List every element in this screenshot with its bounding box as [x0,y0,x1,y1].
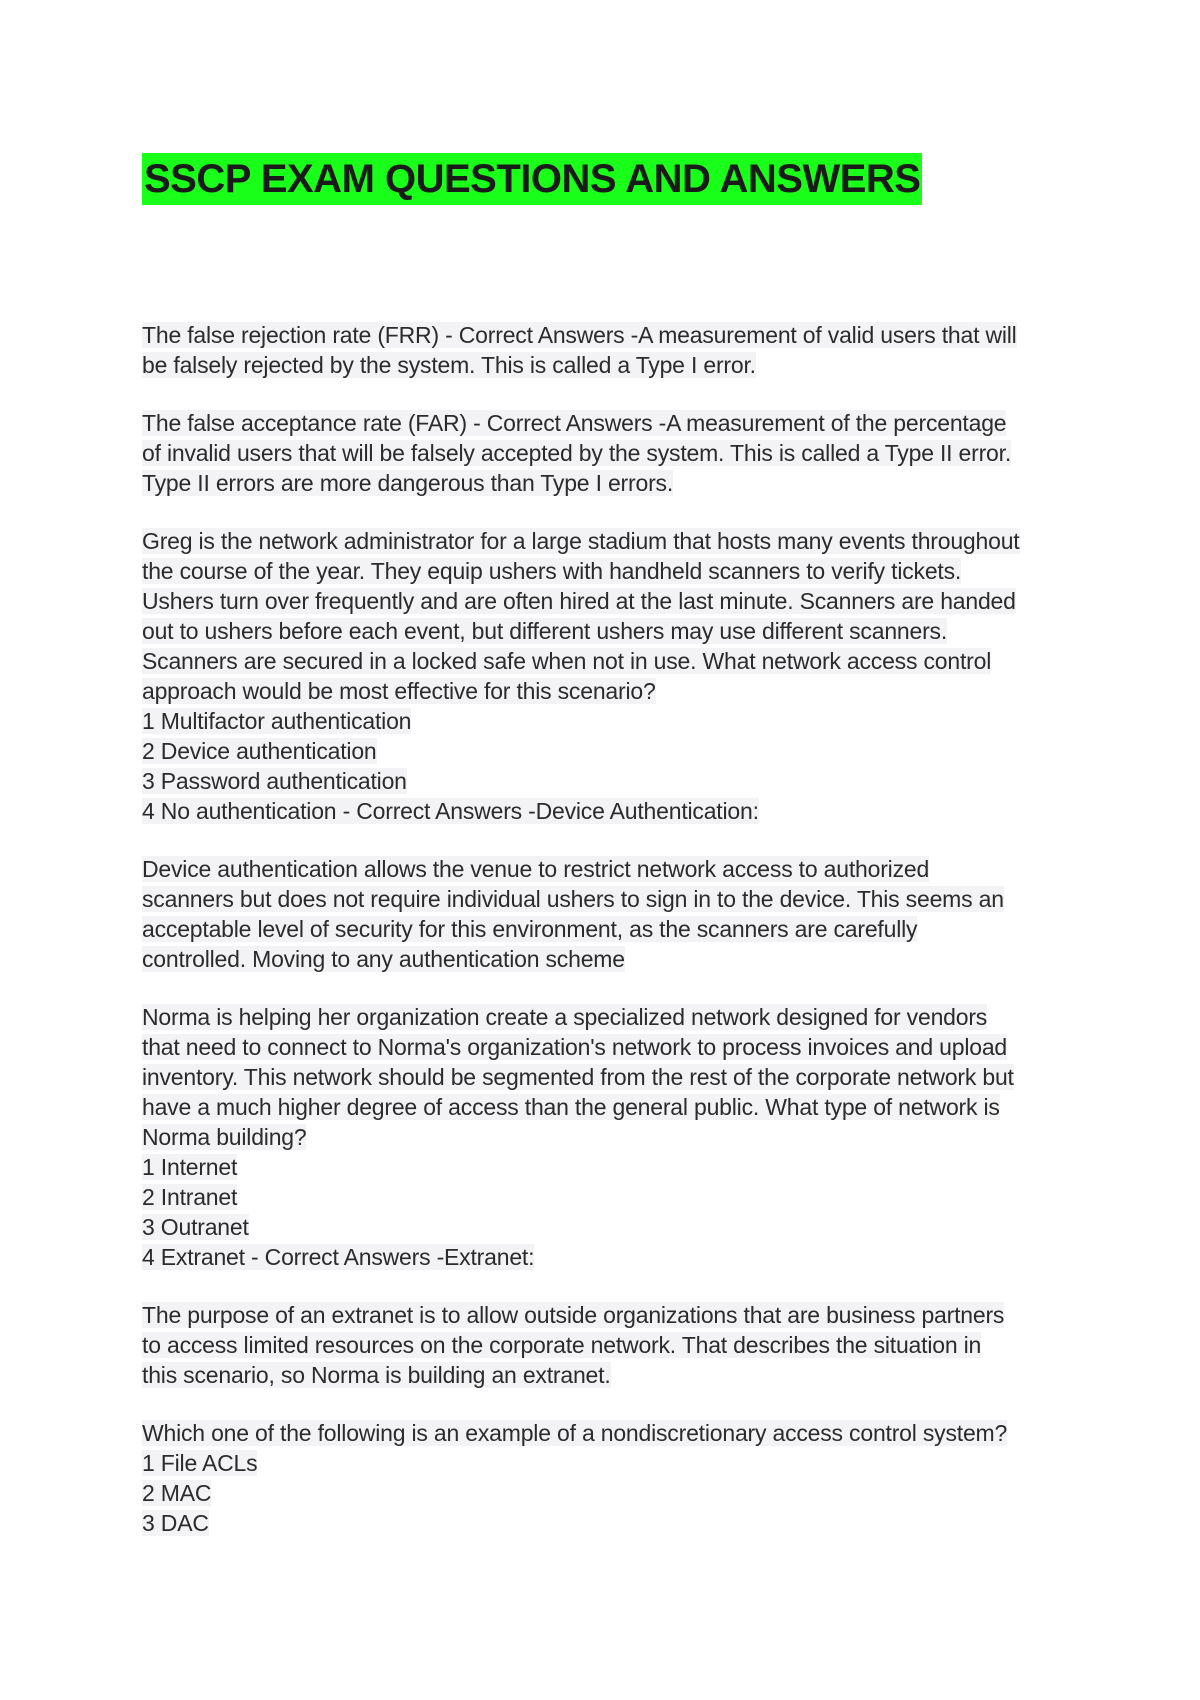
answer-option: 1 Internet [142,1154,238,1180]
answer-option: 4 No authentication - Correct Answers -Device Authentication: [142,798,759,824]
paragraph-far [142,408,1072,498]
paragraph-frr [142,320,1072,380]
text-line: Device authentication allows the venue to restrict network access to authorized [142,856,930,882]
text-line: The false rejection rate (FRR) - Correct Answers -A measurement of valid users that will [142,322,1017,348]
text-line: The purpose of an extranet is to allow outside organizations that are business partners [142,1302,1005,1328]
text-line: acceptable level of security for this environment, as the scanners are carefully [142,916,918,942]
answer-option: 2 Device authentication [142,738,377,764]
answer-option: 2 MAC [142,1480,212,1506]
text-line: have a much higher degree of access than the general public. What type of network is [142,1094,1000,1120]
text-line: the course of the year. They equip ushers with handheld scanners to verify tickets. [142,558,962,584]
text-line: inventory. This network should be segmented from the rest of the corporate network but [142,1064,1014,1090]
text-line: this scenario, so Norma is building an extranet. [142,1362,611,1388]
text-line: approach would be most effective for this scenario? [142,678,656,704]
answer-option: 3 Outranet [142,1214,249,1240]
answer-option: 3 DAC [142,1510,209,1536]
paragraph-question-nondiscretionary [142,1418,1072,1538]
paragraph-device-auth-explanation [142,854,1072,974]
answer-option: 2 Intranet [142,1184,238,1210]
text-line: Norma building? [142,1124,307,1150]
text-line: Scanners are secured in a locked safe when not in use. What network access control [142,648,992,674]
answer-option: 4 Extranet - Correct Answers -Extranet: [142,1244,535,1270]
title-block [142,153,922,205]
text-line: Ushers turn over frequently and are often hired at the last minute. Scanners are handed [142,588,1016,614]
text-line: Which one of the following is an example of a nondiscretionary access control system? [142,1420,1008,1446]
text-line: of invalid users that will be falsely accepted by the system. This is called a Type II error. [142,440,1012,466]
text-line: scanners but does not require individual ushers to sign in to the device. This seems an [142,886,1004,912]
text-line: Norma is helping her organization create a specialized network designed for vendors [142,1004,988,1030]
text-line: Type II errors are more dangerous than Type I errors. [142,470,674,496]
text-line: be falsely rejected by the system. This is called a Type I error. [142,352,756,378]
document-body [142,320,1072,1566]
text-line: The false acceptance rate (FAR) - Correct Answers -A measurement of the percentage [142,410,1007,436]
answer-option: 1 Multifactor authentication [142,708,412,734]
paragraph-question-norma [142,1002,1072,1272]
document-title: SSCP EXAM QUESTIONS AND ANSWERS [142,153,922,205]
text-line: out to ushers before each event, but different ushers may use different scanners. [142,618,948,644]
text-line: Greg is the network administrator for a large stadium that hosts many events throughout [142,528,1020,554]
text-line: controlled. Moving to any authentication scheme [142,946,625,972]
text-line: that need to connect to Norma's organization's network to process invoices and upload [142,1034,1008,1060]
answer-option: 1 File ACLs [142,1450,258,1476]
text-line: to access limited resources on the corporate network. That describes the situation in [142,1332,982,1358]
answer-option: 3 Password authentication [142,768,407,794]
paragraph-question-greg [142,526,1072,826]
paragraph-extranet-explanation [142,1300,1072,1390]
